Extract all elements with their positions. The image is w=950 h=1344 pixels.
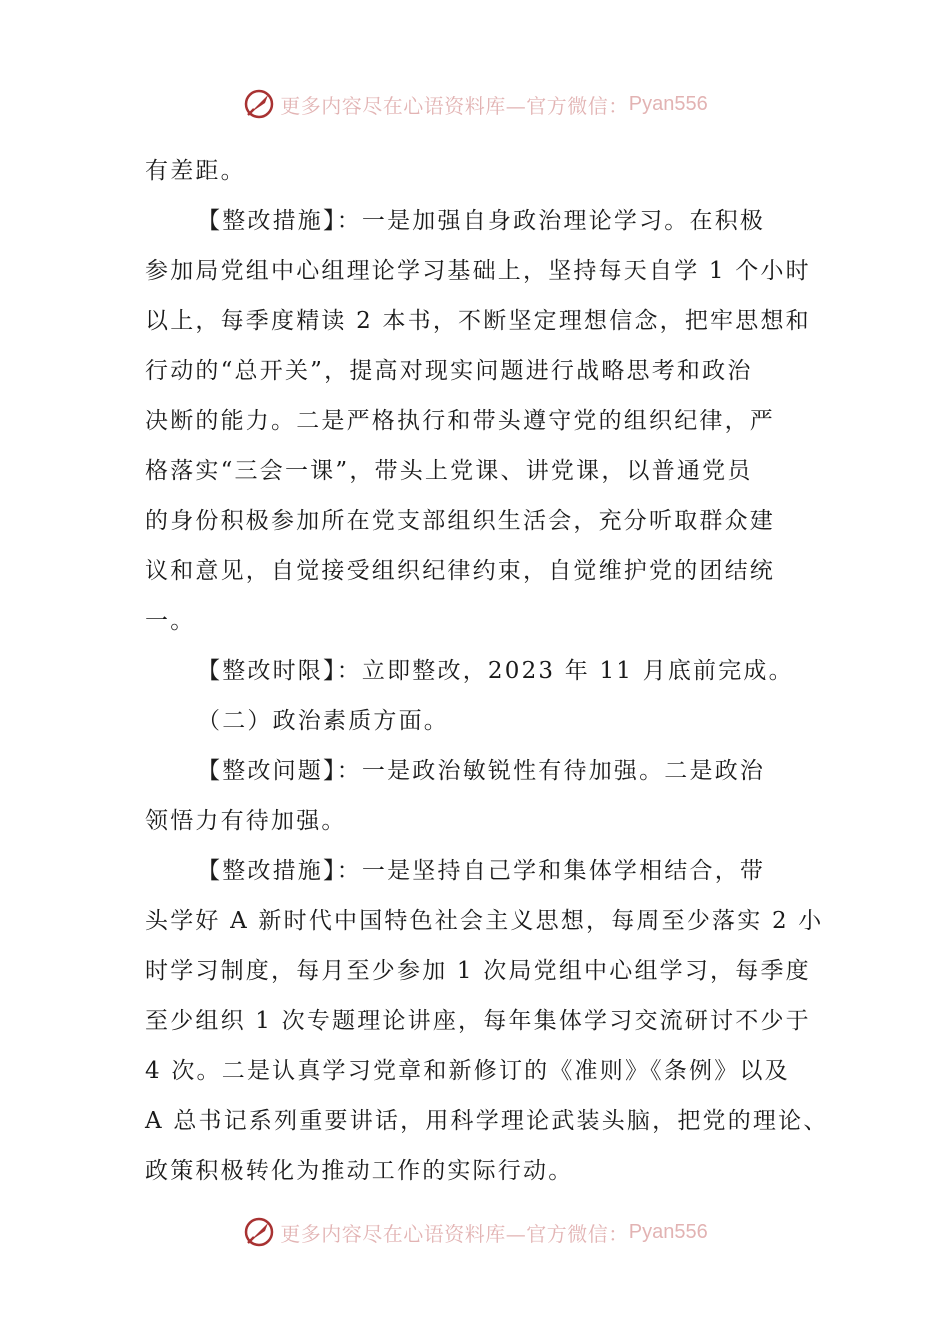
watermark-id: Pyan556 [628, 1220, 708, 1243]
watermark-header [0, 84, 950, 124]
text-line: 政策积极转化为推动工作的实际行动。 [145, 1158, 574, 1184]
text-line: 决断的能力。二是严格执行和带头遵守党的组织纪律，严 [145, 408, 775, 434]
text-line: 格落实“三会一课”，带头上党课、讲党课，以普通党员 [145, 458, 753, 484]
text-line: 至少组织 1 次专题理论讲座，每年集体学习交流研讨不少于 [145, 1008, 811, 1034]
text-line: 【整改措施】：一是加强自身政治理论学习。在积极 [197, 208, 766, 234]
text-line: A 总书记系列重要讲话，用科学理论武装头脑，把党的理论、 [145, 1108, 829, 1134]
watermark-text: 更多内容尽在心语资料库—官方微信： [280, 93, 629, 118]
text-line: 议和意见，自觉接受组织纪律约束，自觉维护党的团结统 [145, 558, 775, 584]
text-line: 领悟力有待加强。 [145, 808, 347, 834]
text-line: 【整改问题】：一是政治敏锐性有待加强。二是政治 [197, 758, 766, 784]
watermark-footer [0, 1212, 950, 1252]
watermark-text: 更多内容尽在心语资料库—官方微信： [280, 1221, 629, 1246]
text-line: 头学好 A 新时代中国特色社会主义思想，每周至少落实 2 小 [145, 908, 824, 934]
text-line: 有差距。 [145, 158, 246, 184]
text-line: 的身份积极参加所在党支部组织生活会，充分听取群众建 [145, 508, 775, 534]
text-line: 【整改时限】：立即整改，2023 年 11 月底前完成。 [197, 658, 794, 684]
quill-logo-icon [242, 1215, 276, 1249]
quill-logo-icon [242, 87, 276, 121]
section-heading: （二）政治素质方面。 [197, 708, 449, 734]
document-body [145, 146, 831, 1196]
watermark-id: Pyan556 [628, 92, 708, 115]
text-line: 行动的“总开关”，提高对现实问题进行战略思考和政治 [145, 358, 753, 384]
text-line: 以上，每季度精读 2 本书，不断坚定理想信念，把牢思想和 [145, 308, 811, 334]
text-line: 4 次。二是认真学习党章和新修订的《准则》《条例》以及 [145, 1058, 790, 1084]
text-line: 【整改措施】：一是坚持自己学和集体学相结合，带 [197, 858, 766, 884]
text-line: 时学习制度，每月至少参加 1 次局党组中心组学习，每季度 [145, 958, 811, 984]
text-line: 一。 [145, 608, 196, 634]
text-line: 参加局党组中心组理论学习基础上，坚持每天自学 1 个小时 [145, 258, 811, 284]
